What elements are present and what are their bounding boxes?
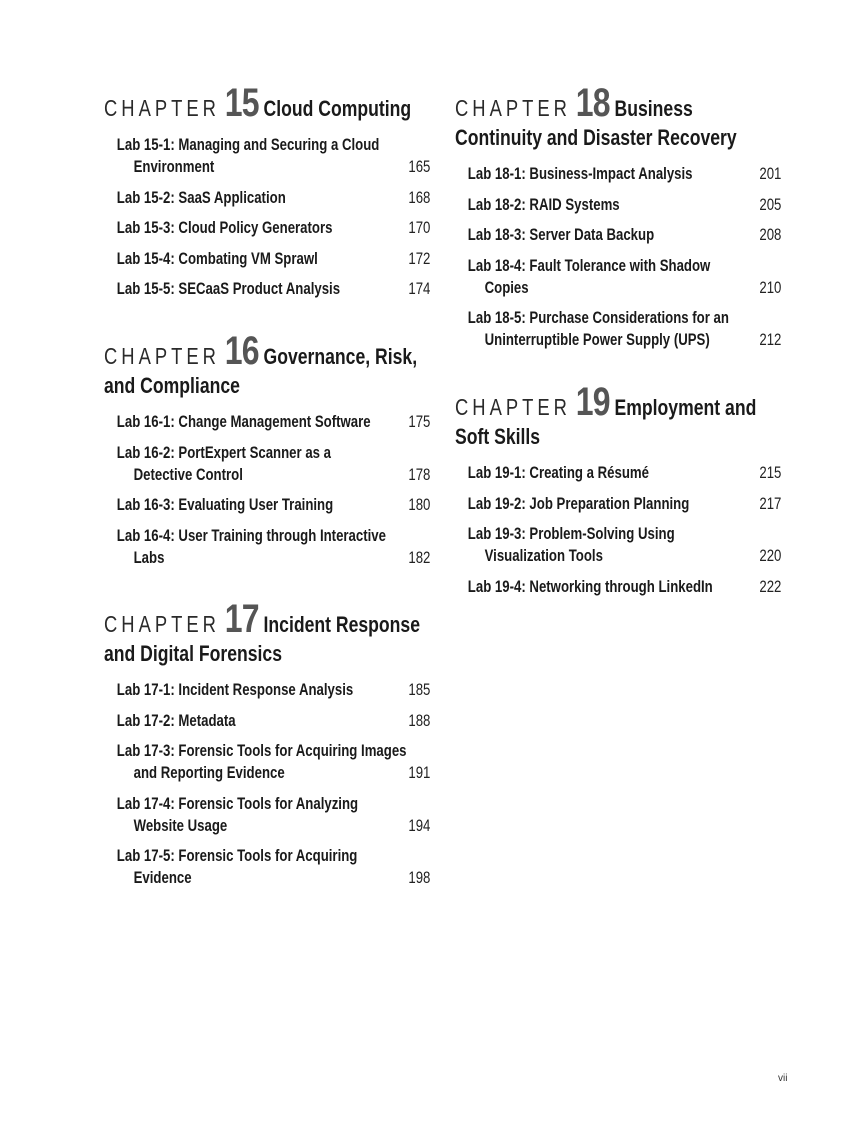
toc-entry-line <box>468 224 782 246</box>
toc-entry[interactable] <box>104 525 430 569</box>
toc-entry-line <box>468 277 782 299</box>
toc-entry-line <box>117 525 431 547</box>
chapter-heading <box>104 329 430 400</box>
toc-page-number: 168 <box>408 188 431 207</box>
toc-page-number: 165 <box>408 158 431 176</box>
toc-entry-line <box>117 217 431 239</box>
toc-entry-line <box>117 845 431 867</box>
toc-entry-title: Lab 15-3: Cloud Policy Generators <box>116 219 333 237</box>
toc-entry-line <box>468 307 782 329</box>
toc-entry[interactable] <box>104 134 430 178</box>
toc-entry[interactable] <box>104 411 430 433</box>
toc-page-number: 175 <box>408 413 431 431</box>
chapter-title: Cloud Computing <box>263 96 412 121</box>
toc-entry-line <box>117 156 431 178</box>
toc-entry-line <box>468 545 782 567</box>
toc-page-number: 188 <box>408 711 431 730</box>
toc-entry-line <box>117 134 431 156</box>
toc-entry-line <box>117 679 431 701</box>
toc-entry-title: Lab 16-3: Evaluating User Training <box>116 496 334 514</box>
toc-page-number: 210 <box>759 278 782 297</box>
chapter-title: Business Continuity and Disaster Recovery <box>455 96 737 150</box>
toc-entry-title: Copies <box>484 278 529 297</box>
toc-entry-line <box>468 576 782 598</box>
toc-entry-line <box>117 278 431 300</box>
toc-entry[interactable] <box>455 493 781 515</box>
toc-entry-line <box>117 867 431 889</box>
toc-entry-title: Lab 19-2: Job Preparation Planning <box>467 494 690 513</box>
chapter-heading <box>104 597 430 668</box>
toc-entry-title: Labs <box>133 548 165 567</box>
chapter-number: 18 <box>575 81 610 125</box>
toc-entry-line <box>117 710 431 732</box>
toc-page-number: 180 <box>408 496 431 514</box>
toc-page-number: 194 <box>408 816 431 835</box>
toc-page-number: 174 <box>408 280 431 298</box>
toc-entry-line <box>468 523 782 545</box>
toc-entry-title: and Reporting Evidence <box>133 764 285 782</box>
toc-entry-title: Lab 17-2: Metadata <box>116 711 236 730</box>
toc-entry-title: Lab 16-4: User Training through Interactive <box>116 526 387 545</box>
toc-entry-title: Lab 17-3: Forensic Tools for Acquiring Images <box>116 742 407 760</box>
toc-entry[interactable] <box>104 793 430 837</box>
toc-entry[interactable] <box>104 217 430 239</box>
toc-page-number: 182 <box>408 548 431 567</box>
toc-entry[interactable] <box>455 163 781 185</box>
toc-entry-title: Lab 18-5: Purchase Considerations for an <box>467 309 729 327</box>
toc-entry-line <box>468 329 782 351</box>
toc-entry[interactable] <box>104 740 430 784</box>
toc-entry[interactable] <box>455 523 781 567</box>
toc-entry-title: Lab 15-1: Managing and Securing a Cloud <box>116 136 380 154</box>
chapter-title: Employment and Soft Skills <box>455 395 757 449</box>
toc-entry[interactable] <box>104 710 430 732</box>
toc-entry-line <box>468 255 782 277</box>
toc-entry-line <box>117 187 431 209</box>
toc-entry-title: Lab 15-5: SECaaS Product Analysis <box>116 280 341 298</box>
toc-entry-line <box>468 462 782 484</box>
toc-entry[interactable] <box>104 845 430 889</box>
chapter-title: Incident Response and Digital Forensics <box>104 612 420 666</box>
toc-page-number: 205 <box>759 195 782 214</box>
toc-entry-title: Lab 18-2: RAID Systems <box>467 195 620 214</box>
toc-entry[interactable] <box>104 278 430 300</box>
toc-entry-title: Lab 18-4: Fault Tolerance with Shadow <box>467 256 711 275</box>
toc-page-number: 215 <box>759 464 782 482</box>
toc-entry-title: Lab 16-1: Change Management Software <box>116 413 371 431</box>
toc-entry-title: Lab 17-1: Incident Response Analysis <box>116 681 354 699</box>
toc-page-number: 172 <box>408 249 431 268</box>
toc-entry[interactable] <box>104 494 430 516</box>
chapter-label: CHAPTER <box>455 95 571 121</box>
toc-page-number: 217 <box>759 494 782 513</box>
toc-entry-title: Evidence <box>133 869 192 887</box>
toc-entry[interactable] <box>455 462 781 484</box>
toc-entry[interactable] <box>455 307 781 351</box>
toc-entry-title: Environment <box>133 158 215 176</box>
toc-entry-line <box>117 411 431 433</box>
toc-page-number: 191 <box>408 764 431 782</box>
toc-entry-title: Detective Control <box>133 465 243 484</box>
page-number: vii <box>778 1073 788 1084</box>
toc-entry-title: Lab 19-4: Networking through LinkedIn <box>467 577 713 596</box>
toc-entry-line <box>117 762 431 784</box>
toc-entry[interactable] <box>104 248 430 270</box>
chapter-17 <box>104 597 431 898</box>
toc-entry-line <box>117 815 431 837</box>
chapter-number: 15 <box>224 81 259 125</box>
toc-page-number: 220 <box>759 547 782 565</box>
toc-entry[interactable] <box>455 224 781 246</box>
toc-page-number: 222 <box>759 577 782 596</box>
toc-page-number: 212 <box>759 331 782 349</box>
toc-entry-line <box>468 493 782 515</box>
toc-entry-line <box>117 547 431 569</box>
chapter-number: 17 <box>224 597 259 641</box>
toc-entry-title: Lab 18-1: Business-Impact Analysis <box>467 165 693 183</box>
toc-page-number: 170 <box>408 219 431 237</box>
chapter-19 <box>455 380 782 606</box>
toc-entry-title: Lab 15-4: Combating VM Sprawl <box>116 249 318 268</box>
chapter-16 <box>104 329 431 577</box>
toc-entry[interactable] <box>104 679 430 701</box>
toc-entry-title: Lab 19-3: Problem-Solving Using <box>467 525 675 543</box>
chapter-label: CHAPTER <box>104 95 220 121</box>
toc-entry-line <box>117 464 431 486</box>
toc-entry-title: Lab 19-1: Creating a Résumé <box>467 464 649 482</box>
toc-entry[interactable] <box>455 194 781 216</box>
toc-entry-title: Lab 18-3: Server Data Backup <box>467 226 655 244</box>
chapter-label: CHAPTER <box>104 611 220 637</box>
toc-entry-line <box>117 740 431 762</box>
chapter-title: Governance, Risk, and Compliance <box>104 344 418 398</box>
toc-entry[interactable] <box>104 442 430 486</box>
toc-entry-title: Uninterruptible Power Supply (UPS) <box>484 331 710 349</box>
toc-entry[interactable] <box>455 255 781 299</box>
toc-entry-title: Lab 16-2: PortExpert Scanner as a <box>116 443 332 462</box>
chapter-heading <box>455 81 781 152</box>
toc-entry-title: Lab 15-2: SaaS Application <box>116 188 286 207</box>
toc-page-number: 201 <box>759 165 782 183</box>
toc-entry-line <box>117 442 431 464</box>
toc-entry-line <box>468 194 782 216</box>
toc-entry-title: Lab 17-4: Forensic Tools for Analyzing <box>116 794 359 813</box>
chapter-number: 19 <box>575 380 610 424</box>
toc-entry-line <box>468 163 782 185</box>
toc-page-number: 185 <box>408 681 431 699</box>
chapter-label: CHAPTER <box>455 394 571 420</box>
toc-page-number: 198 <box>408 869 431 887</box>
chapter-heading <box>455 380 781 451</box>
chapter-15 <box>104 81 431 309</box>
toc-page-number: 208 <box>759 226 782 244</box>
toc-page-number: 178 <box>408 465 431 484</box>
toc-entry-line <box>117 494 431 516</box>
toc-entry-title: Visualization Tools <box>484 547 603 565</box>
toc-entry-line <box>117 793 431 815</box>
toc-entry[interactable] <box>104 187 430 209</box>
toc-entry[interactable] <box>455 576 781 598</box>
chapter-number: 16 <box>224 329 259 373</box>
toc-entry-title: Lab 17-5: Forensic Tools for Acquiring <box>116 847 358 865</box>
toc-entry-line <box>117 248 431 270</box>
chapter-heading <box>104 81 430 125</box>
chapter-18 <box>455 81 782 360</box>
toc-entry-title: Website Usage <box>133 816 228 835</box>
chapter-label: CHAPTER <box>104 343 220 369</box>
